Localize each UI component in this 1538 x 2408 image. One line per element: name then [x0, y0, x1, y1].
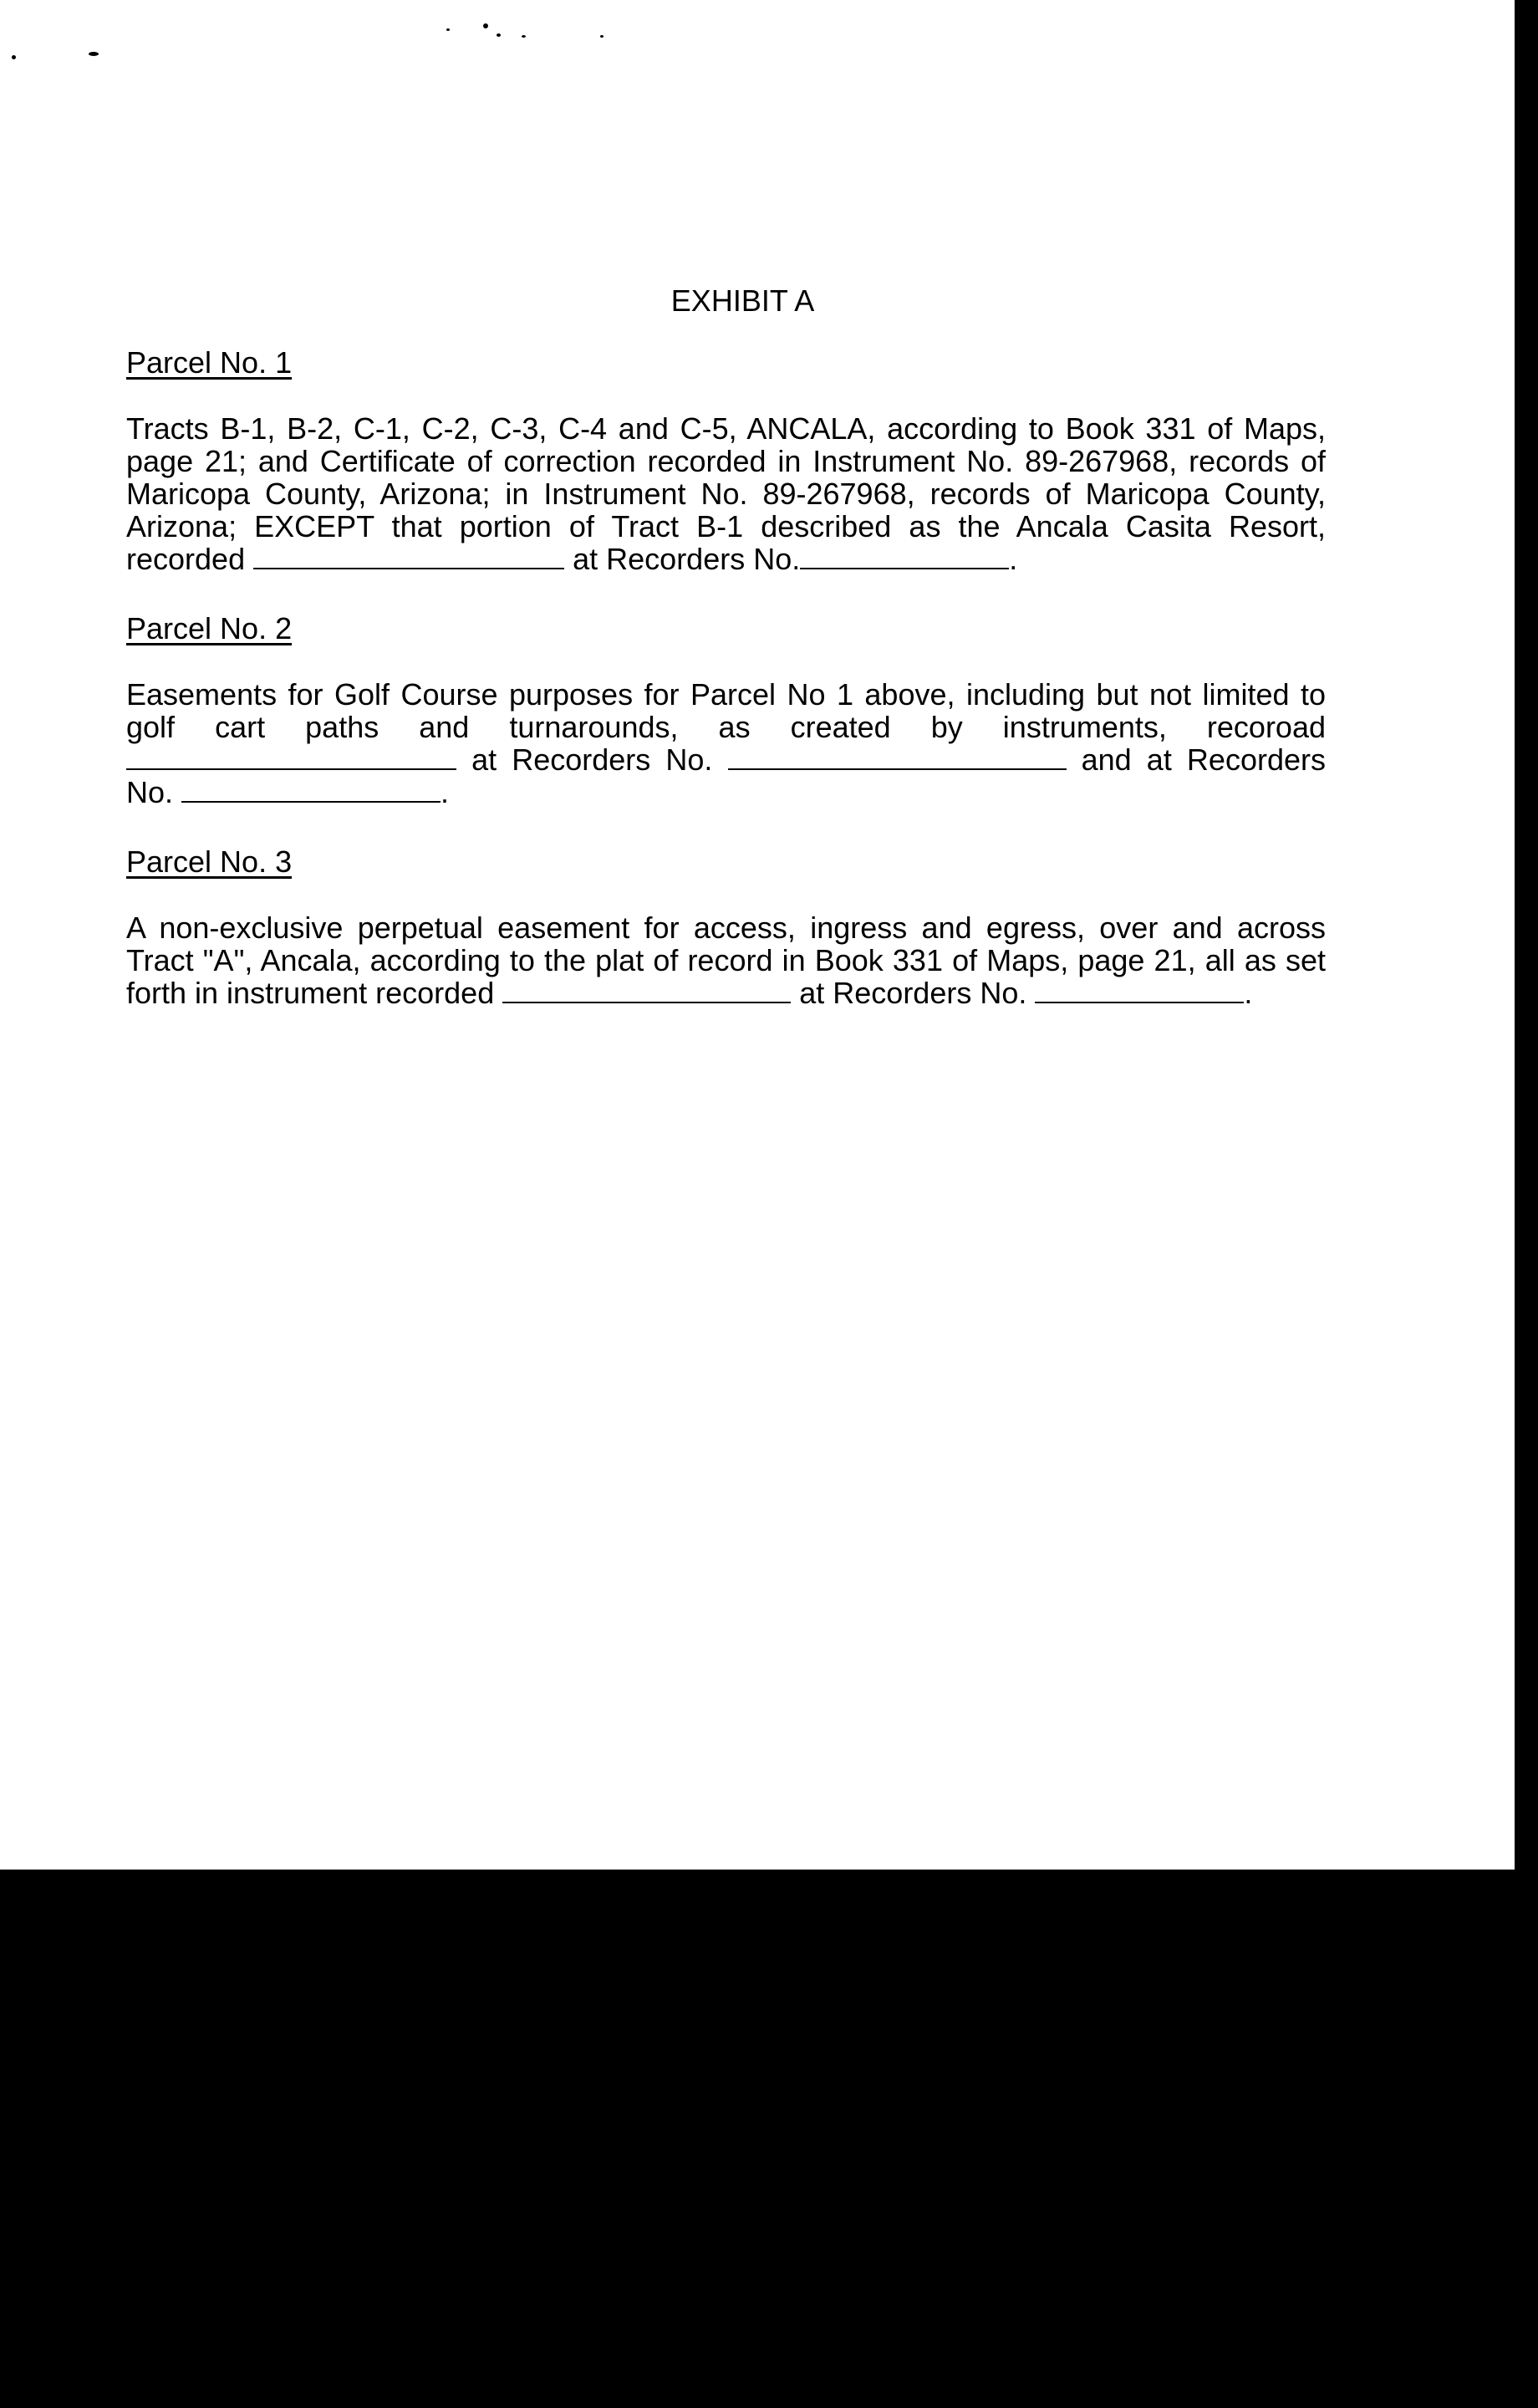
parcel-2-text-part1: Easements for Golf Course purposes for Parcel No 1 above, including but not limited to golf cart paths and turnarounds, as created by instruments, recoroad	[126, 677, 1326, 744]
recorded-blank	[126, 743, 456, 770]
parcel-3-text-part1: A non-exclusive perpetual easement for access, ingress and egress, over and across Tract "A", Ancala, according to the plat of record in Book 331 of Maps, page 21, all as set forth in instrument recorded	[126, 911, 1326, 1010]
recorded-blank	[253, 543, 564, 569]
parcel-3-text-part2: at Recorders No.	[799, 976, 1027, 1010]
scan-speck	[12, 55, 16, 59]
recorders-no-blank	[1035, 977, 1244, 1003]
recorded-blank	[502, 977, 791, 1003]
scan-speck	[522, 35, 526, 38]
scan-speck	[600, 35, 603, 38]
parcel-3-text-end: .	[1244, 976, 1253, 1010]
parcel-1	[126, 346, 1326, 575]
scan-speck	[446, 28, 450, 31]
parcel-3	[126, 845, 1326, 1009]
parcel-3-heading: Parcel No. 3	[126, 844, 293, 879]
parcel-2-text-part2: at Recorders No.	[471, 742, 713, 777]
parcel-1-text-end: .	[1009, 542, 1018, 576]
exhibit-content	[126, 284, 1326, 1046]
exhibit-title: EXHIBIT A	[670, 283, 815, 318]
scan-speck	[497, 33, 501, 37]
parcel-3-description	[126, 911, 1326, 1009]
scan-speck	[483, 23, 488, 28]
parcel-2-heading: Parcel No. 2	[126, 611, 293, 645]
recorders-no-blank	[800, 543, 1009, 569]
parcel-2-text-end: .	[441, 775, 450, 809]
recorders-no-blank-2	[181, 776, 441, 803]
parcel-1-text-part1: Tracts B-1, B-2, C-1, C-2, C-3, C-4 and C-5, ANCALA, according to Book 331 of Maps, page 21; and Certificate of correction recorded in Instrument No. 89-267968, records of Maricopa County, Arizona; in Instrument No. 89-267968, records of Maricopa County, Arizona; EXCEPT that portion of Tract B-1 described as the Ancala Casita Resort, recorded	[126, 411, 1326, 576]
parcel-1-heading: Parcel No. 1	[126, 345, 293, 380]
scan-edge	[1515, 0, 1538, 1870]
recorders-no-blank	[728, 743, 1067, 770]
parcel-2-text-part3: and at Recorders No.	[126, 742, 1326, 809]
parcel-2	[126, 612, 1326, 809]
parcel-2-description	[126, 678, 1326, 809]
parcel-1-description	[126, 412, 1326, 575]
scan-speck	[89, 52, 99, 56]
parcel-1-text-part2: at Recorders No.	[573, 542, 801, 576]
